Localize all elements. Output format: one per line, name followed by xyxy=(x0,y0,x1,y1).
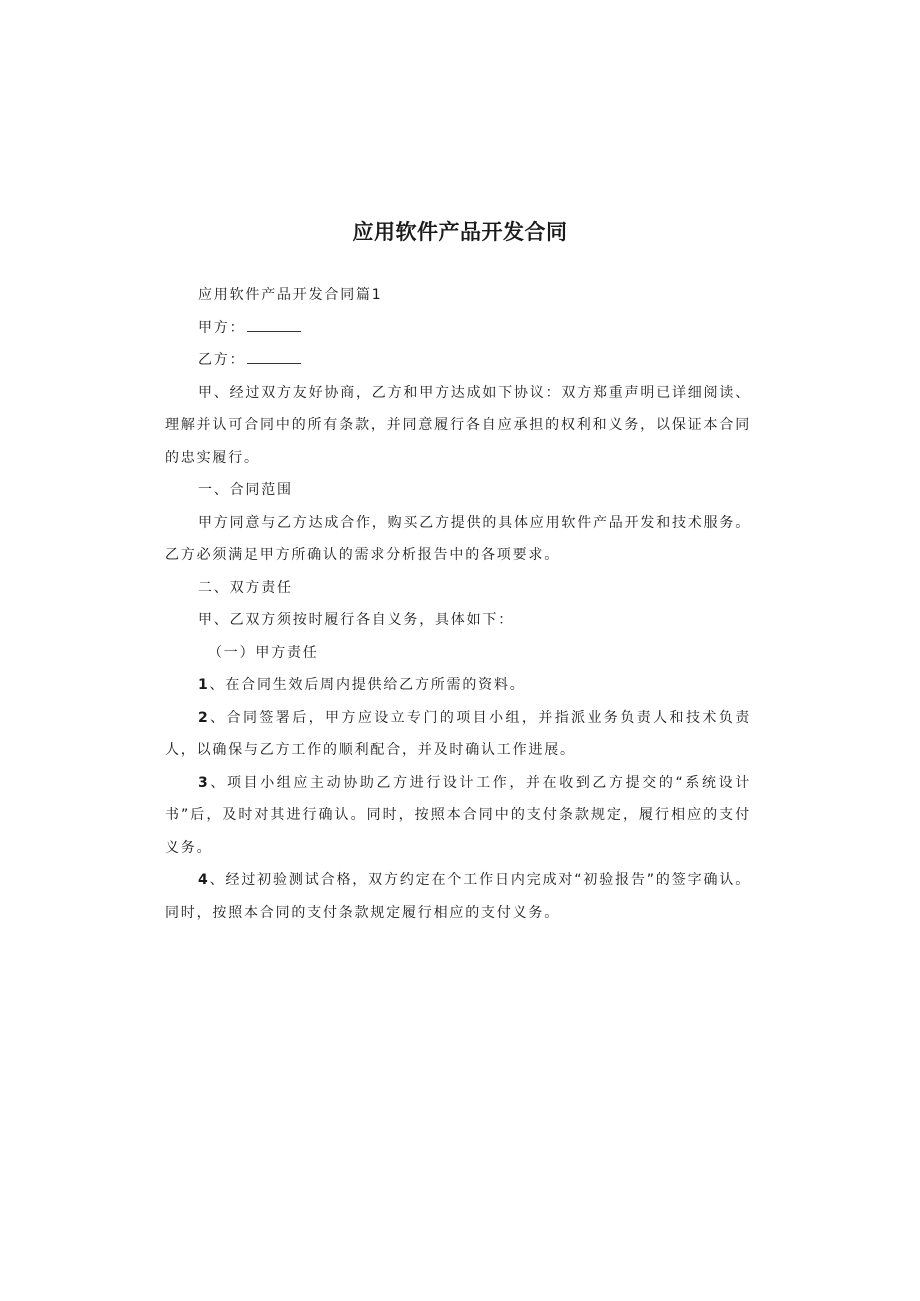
section1-heading: 一、合同范围 xyxy=(198,482,293,498)
party-a-line xyxy=(165,312,751,345)
list-item-3 xyxy=(165,767,751,865)
item-number: 4 xyxy=(198,872,210,888)
document-title: 应用软件产品开发合同 xyxy=(352,220,568,244)
party-b-line xyxy=(165,344,751,377)
document-subtitle: 应用软件产品开发合同篇1 xyxy=(198,287,383,303)
intro-paragraph: 甲、经过双方友好协商，乙方和甲方达成如下协议：双方郑重声明已详细阅读、理解并认可合同中的所有条款，并同意履行各自应承担的权利和义务，以保证本合同的忠实履行。 xyxy=(165,384,751,466)
party-a-blank xyxy=(247,316,301,332)
item-text: 、经过初验测试合格，双方约定在个工作日内完成对“初验报告”的签字确认。同时，按照本合同的支付条款规定履行相应的支付义务。 xyxy=(165,872,751,921)
item-number: 2 xyxy=(198,709,210,726)
section1-paragraph: 甲方同意与乙方达成合作，购买乙方提供的具体应用软件产品开发和技术服务。乙方必须满足甲方所确认的需求分析报告中的各项要求。 xyxy=(165,514,751,563)
party-a-label: 甲方： xyxy=(198,319,246,336)
list-item-2 xyxy=(165,702,751,767)
item-text: 、在合同生效后周内提供给乙方所需的资料。 xyxy=(209,677,526,693)
item-number: 1 xyxy=(198,677,210,693)
list-item-1 xyxy=(165,669,751,702)
section2-heading: 二、双方责任 xyxy=(198,579,293,596)
document-body xyxy=(165,279,751,929)
party-b-label: 乙方： xyxy=(198,352,246,368)
item-number: 3 xyxy=(198,774,210,791)
section2-paragraph: 甲、乙双方须按时履行各自义务，具体如下： xyxy=(198,612,514,628)
item-text: 、合同签署后，甲方应设立专门的项目小组，并指派业务负责人和技术负责人，以确保与乙方工作的顺利配合，并及时确认工作进展。 xyxy=(165,709,751,758)
party-b-blank xyxy=(247,348,301,364)
list-item-4 xyxy=(165,864,751,929)
subsection-heading: （一）甲方责任 xyxy=(208,644,319,661)
item-text: 、项目小组应主动协助乙方进行设计工作，并在收到乙方提交的“系统设计书”后，及时对其进行确认。同时，按照本合同中的支付条款规定，履行相应的支付义务。 xyxy=(165,774,751,856)
